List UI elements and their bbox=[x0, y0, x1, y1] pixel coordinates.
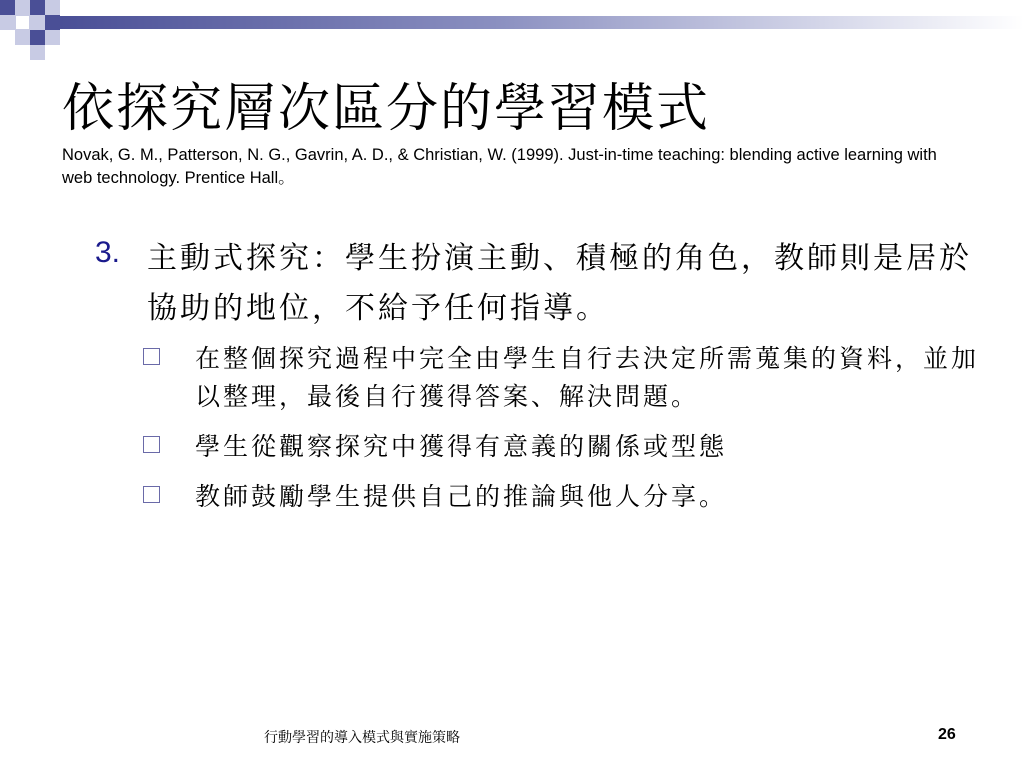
header-decoration bbox=[0, 0, 1024, 60]
main-point-number: 3. bbox=[95, 236, 121, 269]
footer-text: 行動學習的導入模式與實施策略 bbox=[264, 730, 460, 746]
header-gradient-bar bbox=[60, 16, 1024, 29]
sub-point-text: 學生從觀察探究中獲得有意義的關係或型態 bbox=[195, 432, 728, 461]
main-point-text: 主動式探究：學生扮演主動、積極的角色，教師則是居於協助的地位，不給予任何指導。 bbox=[147, 241, 972, 326]
sub-point-text: 在整個探究過程中完全由學生自行去決定所需蒐集的資料，並加以整理，最後自行獲得答案、解決問題。 bbox=[195, 344, 980, 411]
corner-square-icon bbox=[30, 15, 45, 30]
corner-square-icon bbox=[15, 15, 30, 30]
page-number: 26 bbox=[938, 726, 956, 743]
corner-square-icon bbox=[30, 0, 45, 15]
corner-square-icon bbox=[45, 15, 60, 30]
corner-square-icon bbox=[30, 30, 45, 45]
sub-point-text: 教師鼓勵學生提供自己的推論與他人分享。 bbox=[195, 482, 728, 511]
checkbox-square-icon bbox=[143, 348, 160, 365]
slide-title: 依探究層次區分的學習模式 bbox=[62, 79, 711, 139]
corner-square-icon bbox=[15, 30, 30, 45]
corner-square-icon bbox=[0, 0, 15, 15]
checkbox-square-icon bbox=[143, 436, 160, 453]
corner-square-icon bbox=[0, 15, 15, 30]
corner-square-icon bbox=[15, 0, 30, 15]
citation-text: Novak, G. M., Patterson, N. G., Gavrin, A. D., & Christian, W. (1999). Just-in-time teaching: blending active learning with web technology. Prentice Hall。 bbox=[62, 146, 937, 187]
corner-square-icon bbox=[45, 0, 60, 15]
corner-square-icon bbox=[45, 30, 60, 45]
checkbox-square-icon bbox=[143, 486, 160, 503]
corner-square-icon bbox=[30, 45, 45, 60]
